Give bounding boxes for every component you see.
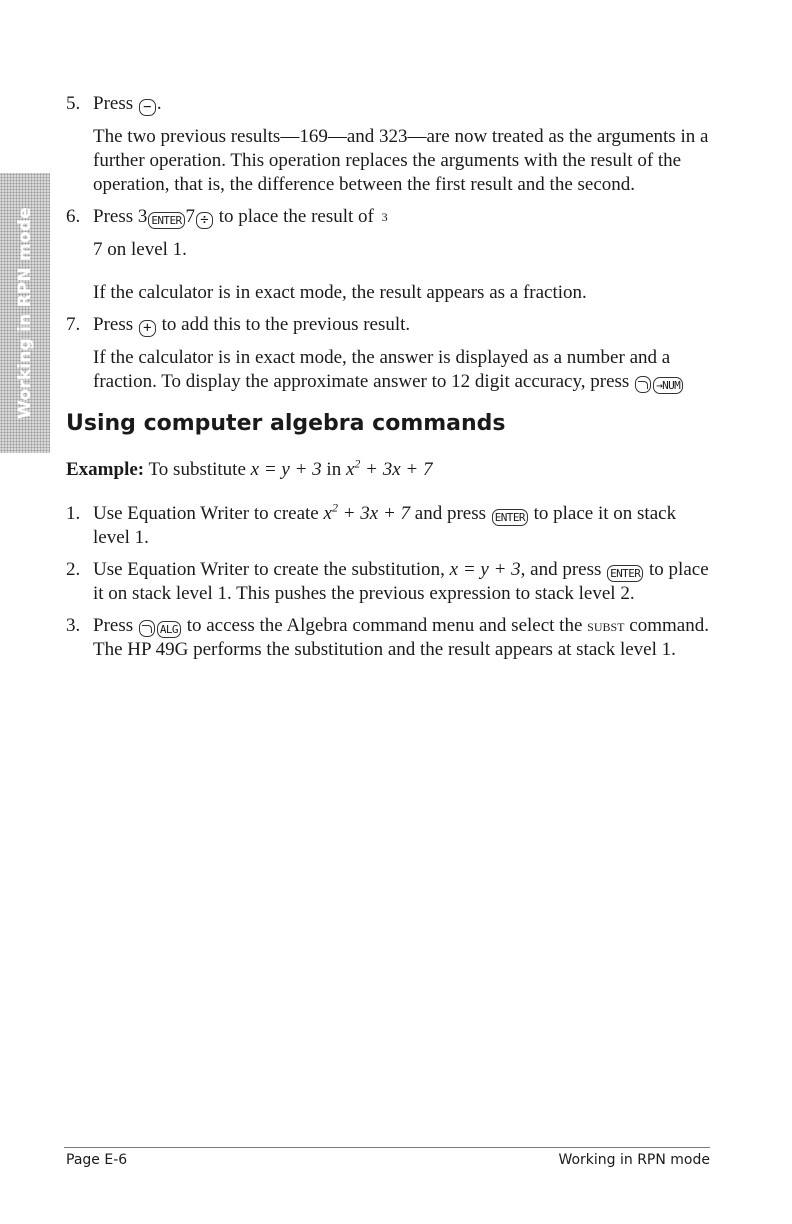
right-shift-key-icon: [635, 376, 651, 393]
enter-key-icon: ENTER: [607, 565, 643, 582]
step-explanation: If the calculator is in exact mode, the answer is displayed as a number and a fraction. To display the approximate answer to 12 digit accuracy, press →NUM: [93, 346, 716, 394]
chapter-side-tab: [0, 173, 50, 453]
step-instruction: Press + to add this to the previous result.: [93, 314, 411, 336]
step-number: 3.: [66, 615, 81, 636]
step-explanation: If the calculator is in exact mode, the result appears as a fraction.: [93, 282, 587, 303]
enter-key-icon: ENTER: [492, 509, 528, 526]
footer-rule: [64, 1147, 710, 1148]
to-num-key-icon: →NUM: [653, 377, 683, 394]
example-label: Example:: [66, 459, 145, 480]
example-line: Example: To substitute x = y + 3 in $x^2 + 3x + 7$: [66, 456, 433, 480]
step-number: 5.: [66, 93, 81, 114]
step-6: 6. Press 3 ENTER 7 ÷ to place the result of 3 7 on level 1. If the calculator is in exact mode, the result appears as a fraction.: [66, 205, 716, 305]
enter-key-icon: ENTER: [148, 212, 184, 229]
right-shift-key-icon: [139, 620, 155, 637]
step-instruction: Press − .: [93, 93, 162, 115]
substitution-equation: x = y + 3: [250, 459, 322, 480]
divide-key-icon: ÷: [196, 212, 213, 229]
minus-key-icon: −: [139, 99, 156, 116]
footer-page-number: Page E-6: [66, 1152, 128, 1168]
expression: $x^2 + 3x + 7$: [323, 500, 411, 524]
plus-key-icon: +: [139, 320, 156, 337]
chapter-side-tab-label: Working in RPN mode: [15, 207, 35, 419]
algebra-step-3: 3. Press ALG to access the Algebra command menu and select the subst command. The HP 49G performs the substitution and the result appears at stack level 1.: [66, 615, 709, 660]
alg-key-icon: ALG: [157, 621, 181, 638]
substitution-equation: x = y + 3: [449, 559, 521, 580]
algebra-step-1: 1. Use Equation Writer to create $x^2 + 3x + 7$ and press ENTER to place it on stack level 1.: [66, 500, 677, 548]
step-number: 2.: [66, 559, 81, 580]
footer-chapter-title: Working in RPN mode: [558, 1152, 710, 1168]
step-number: 1.: [66, 503, 81, 524]
step-5: [66, 92, 716, 197]
step-7: [66, 313, 716, 394]
algebra-step-2: 2. Use Equation Writer to create the substitution, x = y + 3, and press ENTER to place it on stack level 1. This pushes the previous expression to stack level 2.: [66, 559, 709, 604]
step-number: 7.: [66, 314, 81, 335]
subst-command: subst: [587, 616, 625, 635]
section-title: Using computer algebra commands: [66, 411, 506, 436]
step-number: 6.: [66, 206, 81, 227]
fraction-three-sevenths: 3: [381, 210, 388, 225]
expression: $x^2 + 3x + 7$: [345, 456, 433, 480]
step-explanation: The two previous results—169—and 323—are now treated as the arguments in a further operation. This operation replaces the arguments with the result of the operation, that is, the difference between the first result and the second.: [93, 126, 709, 195]
page-content: [66, 92, 716, 670]
step-instruction: Press 3 ENTER 7 ÷ to place the result of 3: [93, 206, 388, 228]
